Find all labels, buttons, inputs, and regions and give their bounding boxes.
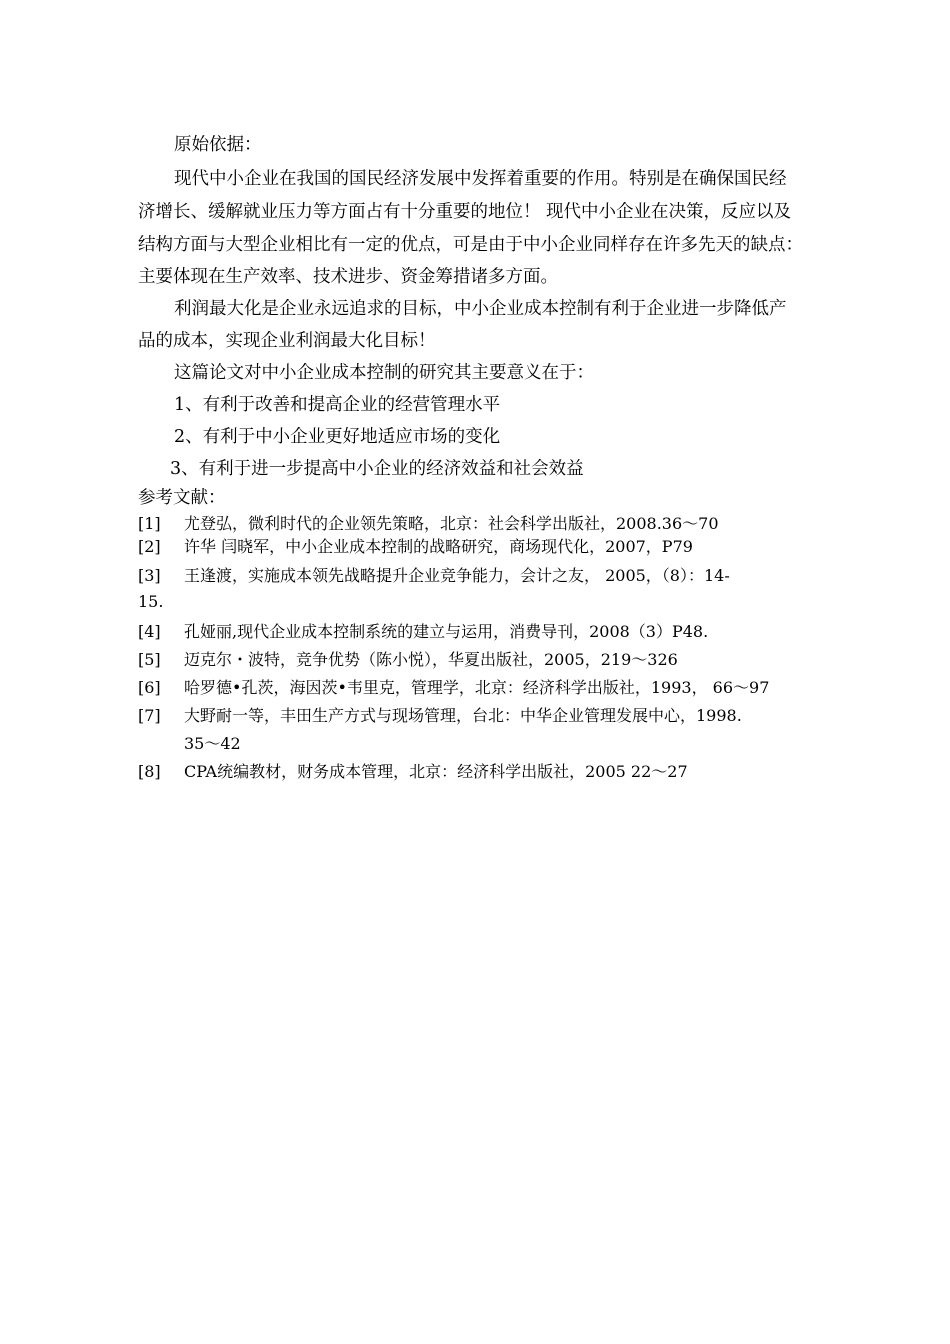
basis-heading: 原始依据： [174, 135, 262, 155]
reference-number: [3] [138, 566, 161, 585]
basis-p1-line-2: 济增长、缓解就业压力等方面占有十分重要的地位！ 现代中小企业在决策，反应以及 [138, 202, 792, 222]
reference-number: [2] [138, 537, 161, 556]
reference-continuation: 35～42 [184, 734, 241, 753]
basis-p1-line-1: 现代中小企业在我国的国民经济发展中发挥着重要的作用。特别是在确保国民经 [174, 169, 787, 189]
reference-number: [8] [138, 762, 161, 781]
reference-text: 哈罗德•孔茨，海因茨•韦里克，管理学，北京：经济科学出版社，1993， 66～97 [184, 678, 770, 697]
reference-text: 大野耐一等，丰田生产方式与现场管理，台北：中华企业管理发展中心，1998. [184, 706, 742, 725]
reference-text: 迈克尔・波特，竞争优势（陈小悦），华夏出版社，2005，219～326 [184, 650, 678, 669]
significance-point-1: 1、有利于改善和提高企业的经营管理水平 [174, 395, 501, 415]
basis-p3: 这篇论文对中小企业成本控制的研究其主要意义在于： [174, 363, 594, 383]
references-heading: 参考文献： [138, 488, 226, 508]
reference-text: 许华 闫晓军，中小企业成本控制的战略研究，商场现代化，2007，P79 [184, 537, 693, 556]
reference-text: CPA统编教材，财务成本管理，北京：经济科学出版社，2005 22～27 [184, 762, 688, 781]
reference-text: 孔娅丽,现代企业成本控制系统的建立与运用，消费导刊，2008（3）P48. [184, 622, 709, 641]
reference-number: [5] [138, 650, 161, 669]
basis-p1-line-3: 结构方面与大型企业相比有一定的优点，可是由于中小企业同样存在许多先天的缺点： [138, 235, 803, 255]
reference-continuation: 15. [138, 592, 164, 611]
reference-text: 王逢渡，实施成本领先战略提升企业竞争能力，会计之友， 2005，（8）：14- [184, 566, 730, 585]
reference-number: [4] [138, 622, 161, 641]
reference-number: [7] [138, 706, 161, 725]
reference-number: [1] [138, 514, 161, 533]
basis-p1-line-4: 主要体现在生产效率、技术进步、资金筹措诸多方面。 [138, 267, 558, 287]
significance-point-3: 3、有利于进一步提高中小企业的经济效益和社会效益 [170, 459, 584, 479]
reference-text: 尤登弘，微利时代的企业领先策略，北京：社会科学出版社，2008.36～70 [184, 514, 719, 533]
significance-point-2: 2、有利于中小企业更好地适应市场的变化 [174, 427, 501, 447]
reference-number: [6] [138, 678, 161, 697]
basis-p2-line-1: 利润最大化是企业永远追求的目标，中小企业成本控制有利于企业进一步降低产 [174, 299, 787, 319]
basis-p2-line-2: 品的成本，实现企业利润最大化目标！ [138, 331, 436, 351]
